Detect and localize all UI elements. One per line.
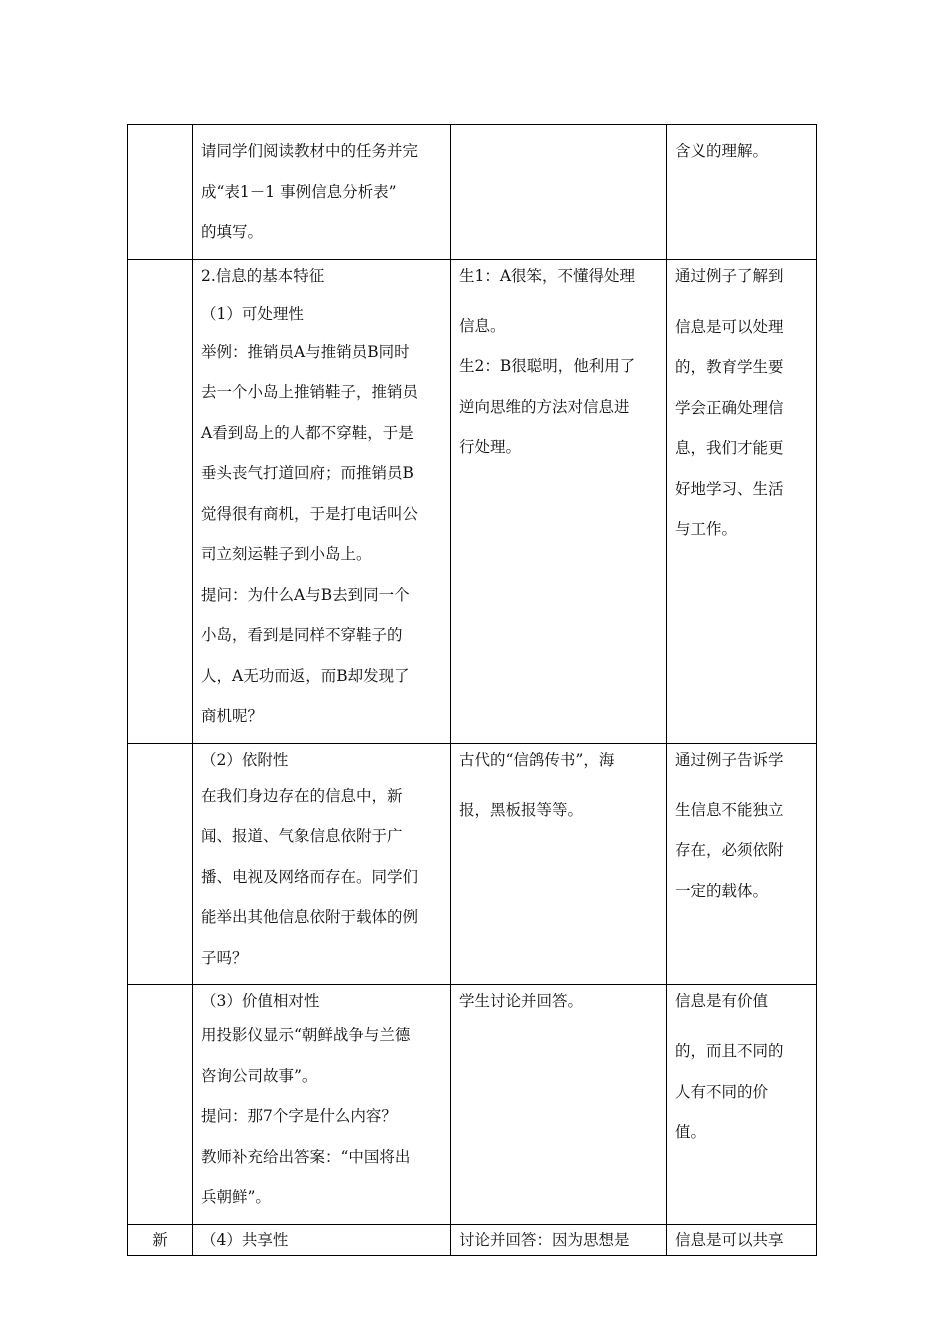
student-activity-cell: 学生讨论并回答。	[451, 985, 667, 1225]
table-row	[128, 743, 817, 985]
student-activity-cell: 生1：A很笨，不懂得处理 信息。 生2：B很聪明，他利用了 逆向思维的方法对信息进 行处理。	[451, 259, 667, 743]
student-activity-cell: 讨论并回答：因为思想是	[451, 1224, 667, 1255]
table-row	[128, 125, 817, 260]
stage-cell: 新	[128, 1224, 193, 1255]
table-row	[128, 1224, 817, 1255]
design-intent-cell: 通过例子告诉学 生信息不能独立 存在，必须依附 一定的载体。	[667, 743, 817, 985]
stage-cell	[128, 259, 193, 743]
design-intent-cell: 信息是可以共享	[667, 1224, 817, 1255]
stage-cell	[128, 125, 193, 260]
design-intent-cell: 信息是有价值 的，而且不同的 人有不同的价 值。	[667, 985, 817, 1225]
teacher-activity-cell: 2.信息的基本特征 （1）可处理性 举例：推销员A与推销员B同时 去一个小岛上推销鞋子，推销员 A看到岛上的人都不穿鞋，于是 垂头丧气打道回府；而推销员B 觉得很有商机，于是打电话叫公 司立刻运鞋子到小岛上。 提问：为什么A与B去到同一个 小岛，看到是同样不穿鞋子的 人，A无功而返，而B却发现了 商机呢？	[193, 259, 451, 743]
table-row	[128, 985, 817, 1225]
design-intent-cell: 含义的理解。	[667, 125, 817, 260]
teacher-activity-cell: （3）价值相对性 用投影仪显示“朝鲜战争与兰德 咨询公司故事”。 提问：那7个字是什么内容？ 教师补充给出答案：“中国将出 兵朝鲜”。	[193, 985, 451, 1225]
student-activity-cell: 古代的“信鸽传书”，海 报，黑板报等等。	[451, 743, 667, 985]
table-row	[128, 259, 817, 743]
teacher-activity-cell: （4）共享性	[193, 1224, 451, 1255]
lesson-plan-table	[127, 124, 817, 1256]
student-activity-cell	[451, 125, 667, 260]
stage-cell	[128, 743, 193, 985]
teacher-activity-cell: 请同学们阅读教材中的任务并完 成“表1－1 事例信息分析表” 的填写。	[193, 125, 451, 260]
stage-cell	[128, 985, 193, 1225]
teacher-activity-cell: （2）依附性 在我们身边存在的信息中，新 闻、报道、气象信息依附于广 播、电视及网络而存在。同学们 能举出其他信息依附于载体的例 子吗？	[193, 743, 451, 985]
design-intent-cell: 通过例子了解到 信息是可以处理 的，教育学生要 学会正确处理信 息，我们才能更 好地学习、生活 与工作。	[667, 259, 817, 743]
